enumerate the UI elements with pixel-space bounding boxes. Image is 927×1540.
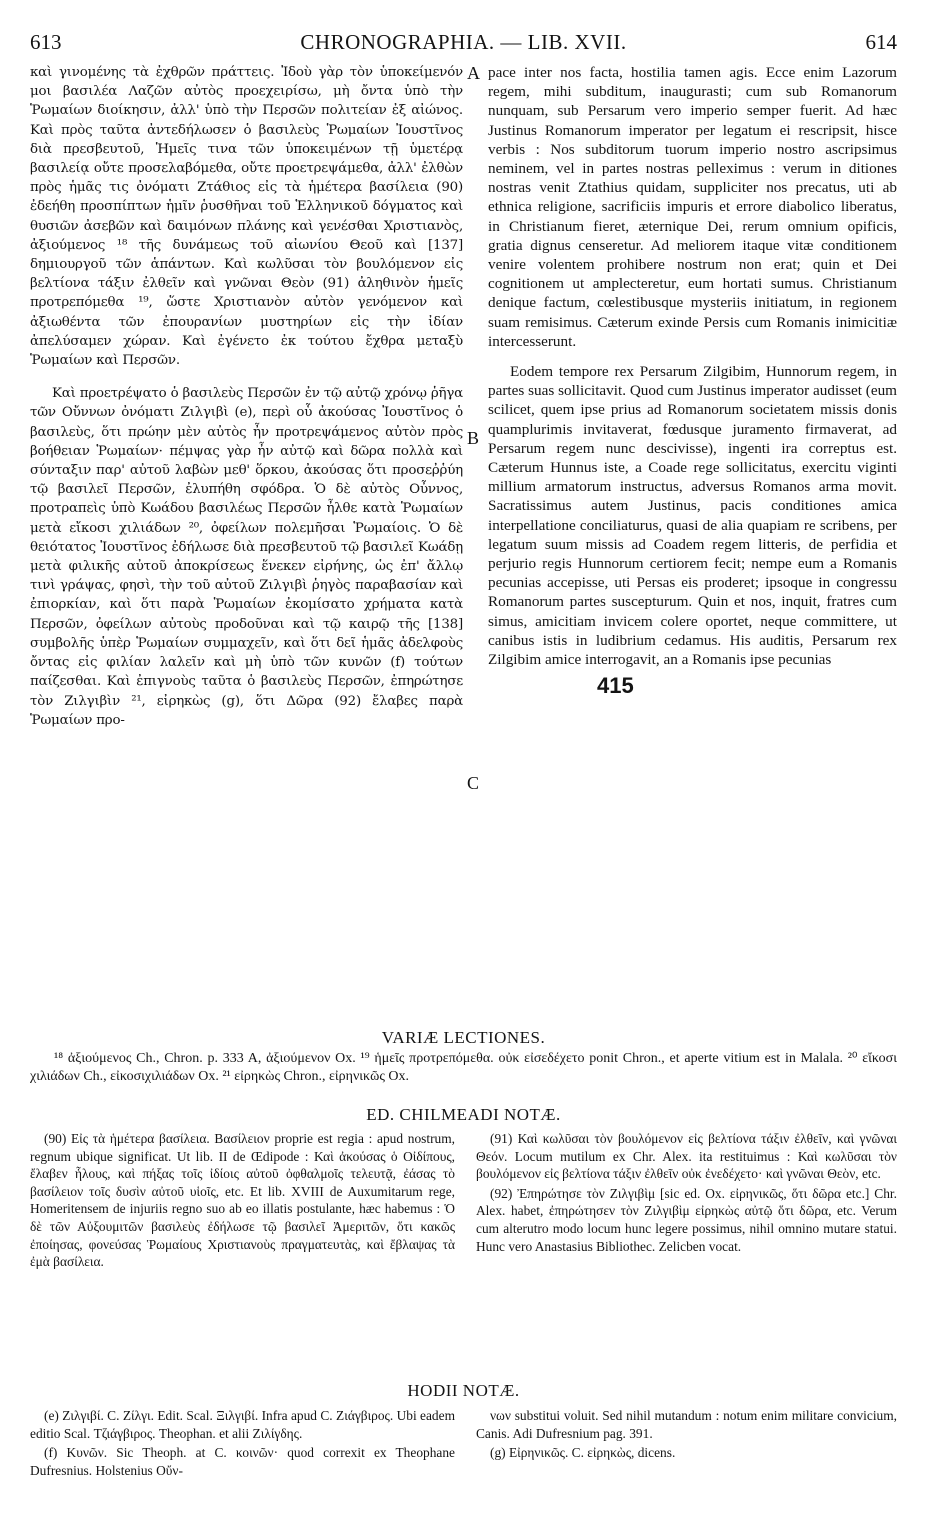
margin-letter-b: B bbox=[467, 428, 480, 448]
hodii-heading: HODII NOTÆ. bbox=[407, 1381, 520, 1400]
chilmead-notes-left bbox=[30, 1130, 455, 1271]
chilmead-note-90: (90) Εἰς τὰ ἡμέτερα βασίλεια. Βασίλειον proprie est regia : apud nostrum, regnum ubique significat. Ut lib. II de Œdipode : Καὶ ἀκούσας ὁ Οἰδίπους, ἔλαβεν ἧλους, καὶ πήξας τοῖς ἰδίοις αὐτοῦ ὀφθαλμοῖς τελευτᾷ, ἐάσας τὸ βασίλειον τοῖς δυσὶν αὐτοῦ υἱοῖς, etc. Et lib. XVIII de Auxumitarum rege, Homeritensem de injuriis regno suo ab eo illatis postulante, hæc habemus : Ὁ δὲ τῶν Αὐξουμιτῶν βασιλεὺς ἐδήλωσε τῷ βασιλεῖ Ἀμεριτῶν, ὅτι κακῶς ἐποίησας, φονεύσας Ῥωμαίους Χριστιανοὺς πραγματευτὰς, καὶ ἔβλαψας τὰ ἐμὰ βασίλεια. bbox=[30, 1131, 455, 1270]
variae-heading: VARIÆ LECTIONES. bbox=[381, 1028, 546, 1047]
running-header bbox=[30, 30, 897, 56]
chilmead-note-91: (91) Καὶ κωλῦσαι τὸν βουλόμενον εἰς βελτίονα τάξιν ἐλθεῖν, καὶ γνῶναι Θεόν. Locum mutilum ex Chr. Alex. ita restituimus : Καὶ κωλῦσαι τὸν βουλόμενον εἰς βελτίονα τάξιν ἐλθεῖν οὐκ ἐνεδέχετο· καὶ γνῶναι Θεὸν, etc. bbox=[476, 1131, 897, 1182]
hodii-note-f-continued: νων substitui voluit. Sed nihil mutandum : notum enim militare convicium, Canis. Adi Dufresnium pag. 391. bbox=[476, 1408, 897, 1441]
latin-paragraph-2: Eodem tempore rex Persarum Zilgibim, Hunnorum regem, in partes suas sollicitavit. Quod cum Justinus imperator audisset (eum scilicet, quem ipse prius ad Romanorum societatem missis donis quamplurimis invitaverat, fœdusque juramento firmaverat, ad Persarum regem nunc descivisse), ingenti ira correptus est. Cæterum Hunnus iste, a Coade rege sollicitatus, exercitu viginti millium armatorum instructus, adversus Romanos arma movit. Sacratissimus autem Justinus, pacis conditiones amica interpellatione conciliaturus, quasi de alia quapiam re scribens, per legatum suum missis ad Coadem regem litteris, de perfidia et perjurio regis Hunnorum certiorem fecit; nempe eum a Romanis pecunias accepisse, uti Persas eis proderet; ipsoque in congressu Romanorum partes suscepturum. Quin et nos, inquit, fratres cum simus, amicitiam invicem colere oportet, neque committere, ut canibus istis in ludibrium cedamus. His auditis, Persarum rex Zilgibim amice interrogavit, an a Romanis ipse pecunias bbox=[488, 363, 897, 669]
hodii-note-g: (g) Εἰρηνικῶς. C. εἰρηκὼς, dicens. bbox=[490, 1445, 676, 1461]
variae-text: ¹⁸ ἀξιούμενος Ch., Chron. p. 333 A, ἀξιούμενον Ox. ¹⁹ ἡμεῖς προτρεπόμεθα. οὐκ εἰσεδέχετο ponit Chron., et aperte vitium est in Malala. ²⁰ εἴκοσι χιλιάδων Ch., εἰκοσιχιλιάδων Ox. ²¹ εἰρηκὼς Chron., εἰρηνικῶς Ox. bbox=[30, 1051, 897, 1084]
margin-letter-a: A bbox=[467, 63, 480, 83]
chilmead-notes-right bbox=[476, 1130, 897, 1255]
chilmead-heading: ED. CHILMEADI NOTÆ. bbox=[366, 1105, 561, 1124]
latin-column bbox=[488, 63, 897, 669]
variae-lectiones bbox=[30, 1050, 897, 1086]
chilmead-note-92: (92) Ἐπηρώτησε τὸν Ζιλγιβὶμ [sic ed. Ox. εἰρηνικῶς, ὅτι δῶρα etc.] Chr. Alex. habet, ἐπηρώτησεν τὸν Ζιλγιβὶμ εἰρηκὼς αὐτῷ ὅτι δῶρα, etc. Verum cum alterutro modo locum hunc legere possimus, nihil omnino mutare statui. Hunc vero Anastasius Bibliothec. Zelicben vocat. bbox=[476, 1185, 897, 1254]
greek-paragraph-2: Καὶ προετρέψατο ὁ βασιλεὺς Περσῶν ἐν τῷ αὐτῷ χρόνῳ ῥῆγα τῶν Οὔννων ὀνόματι Ζιλγιβὶ (e), περὶ οὗ ἀκούσας Ἰουστῖνος ὁ βασιλεὺς, ὅτι πρώην μὲν αὐτὸς ἦν προτρεψάμενος αὐτὸν πρὸς βοήθειαν Ῥωμαίων· πέμψας γὰρ ἦν αὐτῷ καὶ δῶρα πολλὰ καὶ σύνταξιν παρ' αὐτοῦ λαβὼν μεθ' ὅρκου, ἀκούσας ὅτι προσεῤῥύη τῷ βασιλεῖ Περσῶν, ἐλυπήθη σφόδρα. Ὁ δὲ αὐτὸς Οὖννος, προτραπεὶς ὑπὸ Κωάδου βασιλέως Περσῶν ἦλθε κατὰ Ῥωμαίων μετὰ εἴκοσι χιλιάδων ²⁰, ὀφείλων πολεμῆσαι Ῥωμαίοις. Ὁ δὲ θειότατος Ἰουστῖνος ἐδήλωσε διὰ πρεσβευτοῦ τῷ βασιλεῖ Κωάδῃ μετὰ φιλικῆς αὐτοῦ ἀποκρίσεως ἕνεκεν εἰρήνης, ὡς ἐπ' ἄλλῳ τινὶ γράψας, φησὶ, τὴν τοῦ αὐτοῦ Ζιλγιβὶ ῥηγὸς παραβασίαν καὶ ἐπιορκίαν, καὶ ὅτι παρὰ Ῥωμαίων ἐκομίσατο χρήματα κατὰ Περσῶν, ὀφείλων αὐτοὺς προδοῦναι καὶ τῷ καιρῷ τῆς [138] συμβολῆς ὑπὲρ Ῥωμαίων συμμαχεῖν, καὶ ὅτι δεῖ ἡμᾶς ἀδελφοὺς ὄντας εἰς φιλίαν λαλεῖν καὶ μὴ ὑπὸ τῶν κυνῶν (f) τούτων παίζεσθαι. Καὶ ἐπιγνοὺς ταῦτα ὁ βασιλεὺς Περσῶν, ἐπηρώτησε τὸν Ζιλγιβὶν ²¹, εἰρηκὼς (g), ὅτι Δῶρα (92) ἔλαβες παρὰ Ῥωμαίων προ- bbox=[30, 386, 463, 728]
greek-column bbox=[30, 63, 463, 730]
page-number-right: 614 bbox=[865, 30, 897, 54]
running-title: CHRONOGRAPHIA. — LIB. XVII. bbox=[300, 30, 627, 54]
margin-letter-c: C bbox=[467, 773, 480, 793]
hodii-note-e: (e) Ζιλγιβί. C. Ζίλγι. Edit. Scal. Ξιλγιβί. Infra apud C. Ζιάγβιρος. Ubi eadem editio Scal. Τζιάγβιρος. Theophan. et alii Ζιλίγδης. bbox=[30, 1408, 455, 1441]
hodii-notes-right bbox=[476, 1407, 897, 1462]
hodii-note-f: (f) Κυνῶν. Sic Theoph. at C. κοινῶν· quod correxit ex Theophane Dufresnius. Holstenius Οὔν- bbox=[30, 1445, 455, 1478]
page-number-left: 613 bbox=[30, 30, 62, 54]
hodii-notes-left bbox=[30, 1407, 455, 1479]
greek-paragraph-1: καὶ γινομένης τὰ ἐχθρῶν πράττεις. Ἰδοὺ γὰρ τὸν ὑποκείμενόν μοι βασιλέα Λαζῶν αὐτὸς προεχειρίσω, μὴ ὄντα ὑπὸ τὴν Ῥωμαίων διοίκησιν, ἀλλ' ὑπὸ τὴν Περσῶν πολιτείαν ἐξ αἰώνος. Καὶ πρὸς ταῦτα ἀντεδήλωσεν ὁ βασιλεὺς Ῥωμαίων Ἰουστῖνος διὰ πρεσβευτοῦ, Ἡμεῖς τινα τῶν ὑποκειμένων τῇ ὑμετέρᾳ βασιλείᾳ οὔτε προσελαβόμεθα, οὔτε προετρεψάμεθα, ἀλλ' ἐλθὼν πρὸς ἡμᾶς τις ὀνόματι Ζτάθιος εἰς τὰ ἡμέτερα βασίλεια (90) ἐδεήθη προσπίπτων ἡμῖν ῥυσθῆναι τοῦ Ἑλληνικοῦ δόγματος καὶ θυσιῶν ἀσεβῶν καὶ δαιμόνων πλάνης καὶ γενέσθαι Χριστιανὸς, ἀξιούμενος ¹⁸ τῆς δυνάμεως τοῦ αἰωνίου Θεοῦ καὶ [137] δημιουργοῦ τῶν ἁπάντων. Καὶ κωλῦσαι τὸν βουλόμενον εἰς βελτίονα τάξιν ἐλθεῖν καὶ γνῶναι Θεὸν (91) ἀληθινὸν ἡμεῖς προτρεπόμεθα ¹⁹, ὥστε Χριστιανὸν αὐτὸν γενόμενον καὶ ἀξιωθέντα τῶν ἐπουρανίων μυστηρίων εἰς τὴν ἰδίαν ἀπελύσαμεν χώραν. Καὶ ἐγένετο ἐκ τούτου ἔχθρα μεταξὺ Ῥωμαίων καὶ Περσῶν. bbox=[30, 65, 463, 369]
edition-page-number: 415 bbox=[594, 673, 637, 699]
latin-paragraph-1: pace inter nos facta, hostilia tamen agis. Ecce enim Lazorum regem, mihi subditum, inaugurasti; cum sub Romanorum nunquam, sub Persarum vero imperio semper fuerit. Ad hæc Justinus Romanorum imperator per legatum ei rescripsit, hisce verbis : Nos subditorum tuorum imperio nostro ascripsimus neminem, vel in partes nostras pelleximus : verum in ditiones nostras venit Ztathius quidam, suppliciter nos precatus, uti ab ethnica religione, sacrificiis impuris et errore diabolico liberatus, in Christianum fieret, æternique Dei, rerum omnium opificis, gratia dignus censeretur. Ad meliorem itaque vitæ conditionem venire volentem prohibere nostrum non erat; quin et Dei cognitionem ut amplecteretur, eum hortati sumus. Christianum denique factum, cœlestibusque mysteriis initiatum, in regionem suam remisimus. Cæterum exinde Persis cum Romanis inimicitiæ intercesserunt. bbox=[488, 64, 897, 350]
